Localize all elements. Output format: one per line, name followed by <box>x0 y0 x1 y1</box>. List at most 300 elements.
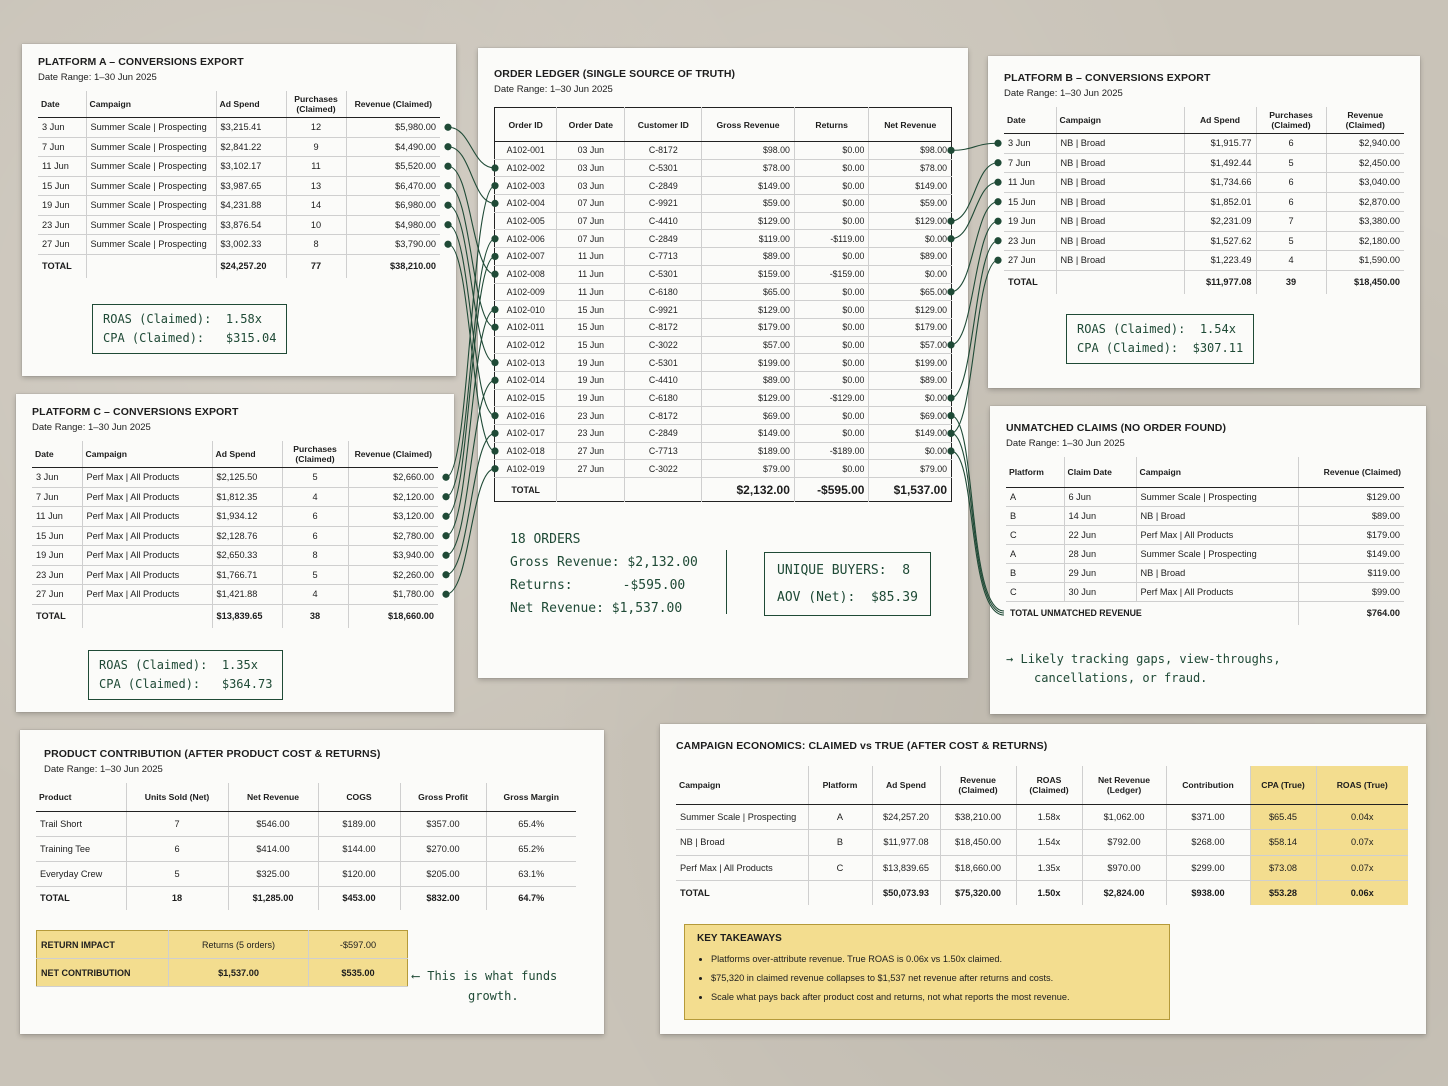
table-cell: $6,980.00 <box>346 196 440 216</box>
table-cell: NB | Broad <box>1136 563 1298 582</box>
col-header: Customer ID <box>625 108 702 142</box>
takeaway-item: • $75,320 in claimed revenue collapses to $1,537 net revenue after returns and costs. <box>711 969 1157 988</box>
table-cell: C <box>1006 525 1064 544</box>
table-cell: 19 Jun <box>557 354 625 372</box>
table-cell: B <box>808 830 872 856</box>
table-cell: $58.14 <box>1250 830 1316 856</box>
table-cell: C-8172 <box>625 407 702 425</box>
table-cell: $0.00 <box>869 442 952 460</box>
table-cell: $129.00 <box>1298 487 1404 506</box>
table-cell: $546.00 <box>228 811 318 836</box>
table-cell: $38,210.00 <box>346 254 440 278</box>
table-cell: 1.58x <box>1016 804 1082 830</box>
table-row <box>495 371 952 389</box>
table-cell: $1,934.12 <box>212 507 282 527</box>
table-cell: NB | Broad <box>1136 506 1298 525</box>
net-contribution-table <box>36 930 408 987</box>
col-header: ROAS (Claimed) <box>1016 766 1082 804</box>
table-cell: $4,490.00 <box>346 137 440 157</box>
net-label: Net Revenue: <box>510 601 604 616</box>
table-cell: $5,520.00 <box>346 157 440 177</box>
table-body <box>32 468 438 629</box>
table-cell: 6 <box>126 836 228 861</box>
table-cell: C <box>808 855 872 881</box>
table-cell: C-6180 <box>625 283 702 301</box>
campaign-economics-table <box>676 766 1408 905</box>
col-header: Order ID <box>495 108 557 142</box>
gross-value: $2,132.00 <box>627 555 698 570</box>
table-cell: $1,537.00 <box>869 478 952 502</box>
cpa-value: $307.11 <box>1192 341 1244 355</box>
table-cell: $2,841.22 <box>216 137 286 157</box>
table-cell: $2,824.00 <box>1082 881 1166 905</box>
card-title: UNMATCHED CLAIMS (NO ORDER FOUND) <box>1006 422 1227 434</box>
date-range: Date Range: 1–30 Jun 2025 <box>1006 438 1125 449</box>
cpa-value: $364.73 <box>221 677 273 691</box>
table-cell: $65.00 <box>702 283 795 301</box>
table-cell: C-8172 <box>625 142 702 160</box>
col-header: Net Revenue <box>869 108 952 142</box>
order-ledger-table <box>494 107 952 502</box>
platform-b-table <box>1004 107 1404 294</box>
table-cell: 18 <box>126 886 228 910</box>
table-cell: A102-010 <box>495 301 557 319</box>
note-line-1: This is what funds <box>427 969 558 983</box>
table-cell: 4 <box>1256 251 1326 271</box>
table-cell: $159.00 <box>702 265 795 283</box>
table-cell: $129.00 <box>702 389 795 407</box>
table-cell: 03 Jun <box>557 177 625 195</box>
table-cell: $189.00 <box>318 811 400 836</box>
table-row <box>495 318 952 336</box>
table-cell: $24,257.20 <box>216 254 286 278</box>
table-cell: TOTAL <box>676 881 808 905</box>
table-cell: Perf Max | All Products <box>1136 525 1298 544</box>
ledger-summary <box>510 528 698 620</box>
table-cell: 03 Jun <box>557 142 625 160</box>
net-value: $1,537.00 <box>611 601 683 616</box>
table-cell: C-4410 <box>625 212 702 230</box>
table-cell: 23 Jun <box>38 215 86 235</box>
table-cell: 5 <box>282 565 348 585</box>
table-cell: Summer Scale | Prospecting <box>86 196 216 216</box>
col-header: Date <box>32 441 82 468</box>
table-cell: $11,977.08 <box>1184 270 1256 294</box>
return-impact-label: RETURN IMPACT <box>37 931 169 959</box>
table-cell: 4 <box>282 585 348 605</box>
total-row <box>1004 270 1404 294</box>
table-cell: $2,128.76 <box>212 526 282 546</box>
table-cell: Perf Max | All Products <box>82 487 212 507</box>
arrow-left-icon: ⟵ <box>412 969 420 983</box>
date-range: Date Range: 1–30 Jun 2025 <box>44 764 163 775</box>
table-cell: $99.00 <box>1298 582 1404 601</box>
net-contribution-label: NET CONTRIBUTION <box>37 959 169 987</box>
table-cell: $0.00 <box>794 195 869 213</box>
table-cell: Training Tee <box>36 836 126 861</box>
table-row <box>1006 525 1404 544</box>
table-cell: $3,040.00 <box>1326 173 1404 193</box>
table-cell: A102-014 <box>495 371 557 389</box>
col-header: Campaign <box>82 441 212 468</box>
table-cell: $98.00 <box>869 142 952 160</box>
table-cell: $970.00 <box>1082 855 1166 881</box>
summary-divider <box>726 550 727 614</box>
table-cell: NB | Broad <box>1056 212 1184 232</box>
table-row <box>38 157 440 177</box>
table-cell: A102-002 <box>495 159 557 177</box>
col-header: Revenue (Claimed) <box>1298 457 1404 487</box>
platform-c-card <box>16 394 454 712</box>
col-header: Campaign <box>1056 107 1184 134</box>
col-header: Revenue (Claimed) <box>940 766 1016 804</box>
table-cell: 6 <box>1256 192 1326 212</box>
table-cell: -$129.00 <box>794 389 869 407</box>
table-cell: $89.00 <box>702 248 795 266</box>
card-title: PLATFORM C – CONVERSIONS EXPORT <box>32 406 239 418</box>
platform-b-card <box>988 56 1420 388</box>
table-cell: 23 Jun <box>557 407 625 425</box>
table-row <box>495 212 952 230</box>
table-cell: B <box>1006 563 1064 582</box>
table-cell: NB | Broad <box>1056 231 1184 251</box>
table-cell: 23 Jun <box>32 565 82 585</box>
table-cell: 19 Jun <box>32 546 82 566</box>
table-cell: $38,210.00 <box>940 804 1016 830</box>
table-row <box>1004 153 1404 173</box>
table-cell: $189.00 <box>702 442 795 460</box>
table-row <box>495 265 952 283</box>
table-cell: Summer Scale | Prospecting <box>1136 544 1298 563</box>
table-cell: TOTAL <box>1004 270 1056 294</box>
table-cell: C-7713 <box>625 248 702 266</box>
table-cell: NB | Broad <box>1056 134 1184 154</box>
table-cell: $0.00 <box>869 389 952 407</box>
table-cell: 30 Jun <box>1064 582 1136 601</box>
table-cell: 6 <box>1256 173 1326 193</box>
platform-c-table <box>32 441 438 628</box>
table-cell: -$595.00 <box>794 478 869 502</box>
table-cell: 11 Jun <box>38 157 86 177</box>
table-cell: TOTAL <box>38 254 86 278</box>
table-cell: $1,285.00 <box>228 886 318 910</box>
table-body <box>1006 487 1404 601</box>
roas-value: 1.58x <box>225 312 262 326</box>
table-cell: $3,876.54 <box>216 215 286 235</box>
table-cell: 0.06x <box>1316 881 1408 905</box>
col-header: Ad Spend <box>212 441 282 468</box>
table-cell: C <box>1006 582 1064 601</box>
gross-label: Gross Revenue: <box>510 555 620 570</box>
table-cell: 6 <box>282 507 348 527</box>
table-cell: A102-007 <box>495 248 557 266</box>
cpa-label: CPA (Claimed): <box>103 331 205 345</box>
table-cell: A102-019 <box>495 460 557 478</box>
card-title: PRODUCT CONTRIBUTION (AFTER PRODUCT COST & RETURNS) <box>44 748 381 760</box>
table-cell: 3 Jun <box>38 118 86 138</box>
table-cell: 6 Jun <box>1064 487 1136 506</box>
table-cell: C-9921 <box>625 195 702 213</box>
table-cell: $4,231.88 <box>216 196 286 216</box>
key-takeaways <box>684 924 1170 1020</box>
product-contribution-card <box>20 730 604 1034</box>
table-row <box>495 460 952 478</box>
table-cell: 23 Jun <box>557 425 625 443</box>
table-cell: 15 Jun <box>1004 192 1056 212</box>
table-row <box>1004 192 1404 212</box>
table-cell: $0.00 <box>794 425 869 443</box>
table-cell: $0.00 <box>794 159 869 177</box>
table-cell: $79.00 <box>702 460 795 478</box>
table-row <box>1006 506 1404 525</box>
table-cell: 10 <box>286 215 346 235</box>
table-cell: $1,527.62 <box>1184 231 1256 251</box>
table-cell: TOTAL <box>32 604 82 628</box>
table-cell: 15 Jun <box>557 336 625 354</box>
total-row <box>676 881 1408 905</box>
unmatched-note: → Likely tracking gaps, view-throughs, cancellations, or fraud. <box>1024 650 1281 688</box>
table-cell: A102-016 <box>495 407 557 425</box>
table-row <box>495 177 952 195</box>
table-cell: A102-003 <box>495 177 557 195</box>
table-cell: 65.2% <box>486 836 576 861</box>
table-cell: A102-004 <box>495 195 557 213</box>
table-cell <box>82 604 212 628</box>
table-cell: $2,870.00 <box>1326 192 1404 212</box>
table-cell: 14 Jun <box>1064 506 1136 525</box>
table-cell: 13 <box>286 176 346 196</box>
table-cell <box>1056 270 1184 294</box>
order-count: 18 ORDERS <box>510 532 581 547</box>
table-cell: $18,450.00 <box>940 830 1016 856</box>
table-row <box>1004 173 1404 193</box>
cpa-value: $315.04 <box>225 331 277 345</box>
table-cell: $0.00 <box>794 301 869 319</box>
table-row <box>495 159 952 177</box>
table-cell: 7 Jun <box>38 137 86 157</box>
table-row <box>495 425 952 443</box>
returns-value: -$595.00 <box>622 578 686 593</box>
table-row <box>38 176 440 196</box>
table-cell: 15 Jun <box>557 318 625 336</box>
table-cell: $414.00 <box>228 836 318 861</box>
table-cell <box>557 478 625 502</box>
table-cell: $129.00 <box>702 212 795 230</box>
order-ledger-card <box>478 48 968 678</box>
table-cell: $2,120.00 <box>348 487 438 507</box>
table-cell: $0.00 <box>794 177 869 195</box>
table-cell: $13,839.65 <box>872 855 940 881</box>
table-cell: 07 Jun <box>557 230 625 248</box>
table-row <box>495 142 952 160</box>
table-cell: -$189.00 <box>794 442 869 460</box>
table-cell: $2,660.00 <box>348 468 438 488</box>
table-row <box>676 804 1408 830</box>
table-row <box>1004 212 1404 232</box>
table-cell: Perf Max | All Products <box>82 565 212 585</box>
table-cell: 11 Jun <box>557 265 625 283</box>
table-cell: 5 <box>1256 153 1326 173</box>
table-cell: C-2849 <box>625 230 702 248</box>
total-row <box>495 478 952 502</box>
table-cell: 8 <box>286 235 346 255</box>
table-cell: 6 <box>1256 134 1326 154</box>
table-cell: $59.00 <box>702 195 795 213</box>
table-cell: NB | Broad <box>1056 192 1184 212</box>
table-cell: Summer Scale | Prospecting <box>86 157 216 177</box>
table-cell: $0.00 <box>794 283 869 301</box>
table-cell: $79.00 <box>869 460 952 478</box>
table-cell: $57.00 <box>869 336 952 354</box>
table-cell: $3,215.41 <box>216 118 286 138</box>
col-header: ROAS (True) <box>1316 766 1408 804</box>
table-cell: 19 Jun <box>1004 212 1056 232</box>
table-cell: 1.54x <box>1016 830 1082 856</box>
table-cell: 38 <box>282 604 348 628</box>
table-cell: 12 <box>286 118 346 138</box>
table-row <box>32 507 438 527</box>
takeaway-item: • Platforms over-attribute revenue. True ROAS is 0.06x vs 1.50x claimed. <box>711 950 1157 969</box>
table-cell: Summer Scale | Prospecting <box>86 215 216 235</box>
table-cell: $53.28 <box>1250 881 1316 905</box>
table-cell: $65.45 <box>1250 804 1316 830</box>
col-header: Campaign <box>86 91 216 118</box>
takeaway-item: • Scale what pays back after product cost and returns, not what reports the most revenue. <box>711 988 1157 1007</box>
total-row <box>32 604 438 628</box>
col-header: Net Revenue <box>228 783 318 811</box>
table-cell: 0.04x <box>1316 804 1408 830</box>
col-header: Order Date <box>557 108 625 142</box>
col-header: Ad Spend <box>872 766 940 804</box>
table-cell: $3,987.65 <box>216 176 286 196</box>
table-cell: 6 <box>282 526 348 546</box>
col-header: Campaign <box>676 766 808 804</box>
col-header: Gross Revenue <box>702 108 795 142</box>
table-cell: Perf Max | All Products <box>1136 582 1298 601</box>
table-cell: $18,660.00 <box>940 855 1016 881</box>
table-cell: $268.00 <box>1166 830 1250 856</box>
table-row <box>495 336 952 354</box>
table-cell: $149.00 <box>869 425 952 443</box>
table-cell: A102-006 <box>495 230 557 248</box>
table-cell: $69.00 <box>869 407 952 425</box>
date-range: Date Range: 1–30 Jun 2025 <box>38 72 157 83</box>
table-cell: 27 Jun <box>557 442 625 460</box>
aov-value: $85.39 <box>870 590 918 605</box>
table-cell: A102-015 <box>495 389 557 407</box>
table-cell: Summer Scale | Prospecting <box>86 235 216 255</box>
table-cell: $0.00 <box>794 371 869 389</box>
table-row <box>32 565 438 585</box>
table-cell: $0.00 <box>794 336 869 354</box>
table-cell: 11 Jun <box>557 248 625 266</box>
col-header: CPA (True) <box>1250 766 1316 804</box>
col-header: Revenue (Claimed) <box>348 441 438 468</box>
table-row <box>495 301 952 319</box>
table-cell: Perf Max | All Products <box>82 585 212 605</box>
table-cell: $1,812.35 <box>212 487 282 507</box>
table-cell: $144.00 <box>318 836 400 861</box>
table-row <box>32 546 438 566</box>
table-cell: $0.00 <box>794 142 869 160</box>
table-cell: $325.00 <box>228 861 318 886</box>
col-header: Units Sold (Net) <box>126 783 228 811</box>
table-cell: Perf Max | All Products <box>676 855 808 881</box>
table-cell: Summer Scale | Prospecting <box>86 176 216 196</box>
unmatched-claims-card <box>990 406 1426 714</box>
table-cell: 7 <box>1256 212 1326 232</box>
takeaways-title: KEY TAKEAWAYS <box>697 933 782 944</box>
table-cell: 15 Jun <box>38 176 86 196</box>
note-line-2: growth. <box>468 989 519 1003</box>
table-cell: $149.00 <box>1298 544 1404 563</box>
claimed-metrics-box <box>92 304 287 354</box>
table-cell: $6,470.00 <box>346 176 440 196</box>
table-cell: $78.00 <box>702 159 795 177</box>
table-cell: C-8172 <box>625 318 702 336</box>
table-cell: 14 <box>286 196 346 216</box>
table-cell: NB | Broad <box>1056 153 1184 173</box>
return-impact-value: -$597.00 <box>309 931 408 959</box>
table-cell: 3 Jun <box>32 468 82 488</box>
col-header: Platform <box>1006 457 1064 487</box>
date-range: Date Range: 1–30 Jun 2025 <box>494 84 613 95</box>
net-contribution-revenue: $1,537.00 <box>169 959 309 987</box>
table-cell: $1,421.88 <box>212 585 282 605</box>
table-cell: $199.00 <box>702 354 795 372</box>
table-cell: $149.00 <box>702 177 795 195</box>
claimed-metrics-box <box>88 650 283 700</box>
buyers-label: UNIQUE BUYERS: <box>777 563 887 578</box>
table-cell: $11,977.08 <box>872 830 940 856</box>
table-row <box>32 585 438 605</box>
table-cell: A <box>1006 544 1064 563</box>
col-header: Ad Spend <box>1184 107 1256 134</box>
table-cell: 27 Jun <box>38 235 86 255</box>
table-cell: $5,980.00 <box>346 118 440 138</box>
table-row <box>36 861 576 886</box>
table-cell: 19 Jun <box>557 371 625 389</box>
table-row <box>32 487 438 507</box>
table-cell: 7 Jun <box>32 487 82 507</box>
table-cell: Summer Scale | Prospecting <box>676 804 808 830</box>
col-header: Gross Margin <box>486 783 576 811</box>
table-cell: 11 <box>286 157 346 177</box>
table-cell: $938.00 <box>1166 881 1250 905</box>
product-table <box>36 783 576 910</box>
table-cell: 7 Jun <box>1004 153 1056 173</box>
table-cell: 5 <box>1256 231 1326 251</box>
table-cell: $1,734.66 <box>1184 173 1256 193</box>
table-cell: $0.00 <box>794 248 869 266</box>
table-cell: $2,125.50 <box>212 468 282 488</box>
table-cell: C-4410 <box>625 371 702 389</box>
table-cell: $89.00 <box>869 248 952 266</box>
table-cell: $3,940.00 <box>348 546 438 566</box>
table-cell: Trail Short <box>36 811 126 836</box>
table-cell: 19 Jun <box>38 196 86 216</box>
table-row <box>38 215 440 235</box>
table-cell: $205.00 <box>400 861 486 886</box>
claimed-metrics-box <box>1066 314 1254 364</box>
table-cell: C-7713 <box>625 442 702 460</box>
col-header: Date <box>38 91 86 118</box>
table-cell: -$119.00 <box>794 230 869 248</box>
table-cell: $1,492.44 <box>1184 153 1256 173</box>
table-cell: A102-012 <box>495 336 557 354</box>
table-cell: 22 Jun <box>1064 525 1136 544</box>
table-cell: $50,073.93 <box>872 881 940 905</box>
